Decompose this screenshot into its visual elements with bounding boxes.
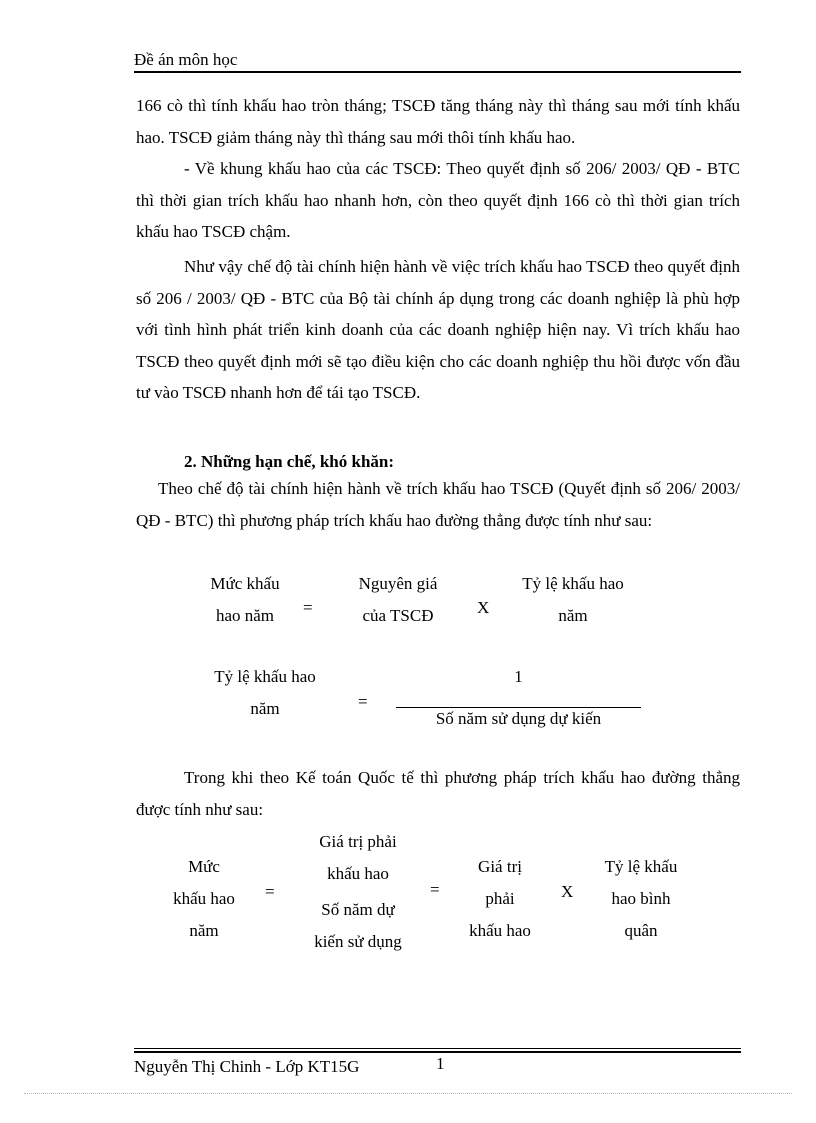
formula3-term2-line2: hao bình	[611, 889, 671, 908]
formula3-term2-line3: quân	[624, 921, 658, 940]
formula3-numerator-line1: Giá trị phải	[319, 832, 397, 851]
formula3-denominator-line1: Số năm dự	[321, 900, 395, 919]
formula3-lhs-line3: năm	[189, 921, 219, 940]
formula2-lhs-line1: Tỷ lệ khấu hao	[214, 667, 316, 686]
formula3-denominator-line2: kiến sử dụng	[314, 932, 402, 951]
header-rule	[134, 71, 741, 73]
section-heading: 2. Những hạn chế, khó khăn:	[184, 452, 395, 471]
page-header-title: Đề án môn học	[134, 50, 238, 69]
formula1-lhs-line2: hao năm	[215, 606, 275, 625]
formula2-numerator: 1	[514, 667, 523, 686]
formula2-equals: =	[358, 692, 368, 711]
paragraph-4: Theo chế độ tài chính hiện hành về trích khấu hao TSCĐ (Quyết định số 206/ 2003/ QĐ - BTC) thì phương pháp trích khấu hao đường thẳng được tính như sau:	[136, 479, 740, 530]
formula3-equals-1: =	[265, 882, 275, 901]
footer-author: Nguyễn Thị Chinh - Lớp KT15G	[134, 1057, 360, 1076]
formula2-lhs-line2: năm	[250, 699, 280, 718]
formula3-term1-line3: khấu hao	[469, 921, 531, 940]
formula3-lhs-line2: khấu hao	[173, 889, 235, 908]
paragraph-3: Như vậy chế độ tài chính hiện hành về việc trích khấu hao TSCĐ theo quyết định số 206 / 2003/ QĐ - BTC của Bộ tài chính áp dụng trong các doanh nghiệp là phù hợp với tình hình phát triển kinh doanh của các doanh nghiệp hiện nay. Vì trích khấu hao TSCĐ theo quyết định mới sẽ tạo điều kiện cho các doanh nghiệp thu hồi được vốn đầu tư vào TSCĐ nhanh hơn để tái tạo TSCĐ.	[136, 257, 740, 403]
paragraph-5: Trong khi theo Kế toán Quốc tế thì phương pháp trích khấu hao đường thẳng được tính như sau:	[136, 768, 740, 819]
formula3-equals-2: =	[430, 880, 440, 899]
formula3-times: X	[561, 882, 574, 901]
formula1-term1-line1: Nguyên giá	[358, 574, 438, 593]
formula1-times: X	[477, 598, 490, 617]
formula1-term2-line1: Tỷ lệ khấu hao	[522, 574, 624, 593]
formula1-term1-line2: của TSCĐ	[362, 606, 434, 625]
formula3-numerator-line2: khấu hao	[327, 864, 389, 883]
paragraph-1: 166 cò thì tính khấu hao tròn tháng; TSCĐ tăng tháng này thì tháng sau mới tính khấu hao. TSCĐ giảm tháng này thì tháng sau mới thôi tính khấu hao.	[136, 96, 740, 147]
page-bottom-edge	[24, 1093, 792, 1094]
formula3-lhs-line1: Mức	[188, 857, 220, 876]
formula1-term2-line2: năm	[558, 606, 588, 625]
footer-rule-thick	[134, 1051, 741, 1053]
formula1-lhs-line1: Mức khấu	[210, 574, 280, 593]
page-number: 1	[436, 1054, 445, 1073]
formula2-fraction-bar	[396, 707, 641, 708]
formula2-denominator: Số năm sử dụng dự kiến	[435, 709, 602, 728]
formula3-term1-line1: Giá trị	[478, 857, 522, 876]
formula3-term2-line1: Tỷ lệ khấu	[604, 857, 678, 876]
paragraph-2: - Về khung khấu hao của các TSCĐ: Theo quyết định số 206/ 2003/ QĐ - BTC thì thời gian trích khấu hao nhanh hơn, còn theo quyết định 166 cò thì thời gian trích khấu hao TSCĐ chậm.	[136, 159, 740, 242]
formula1-equals: =	[303, 598, 313, 617]
footer-rule-thin	[134, 1048, 741, 1049]
formula3-term1-line2: phải	[485, 889, 515, 908]
